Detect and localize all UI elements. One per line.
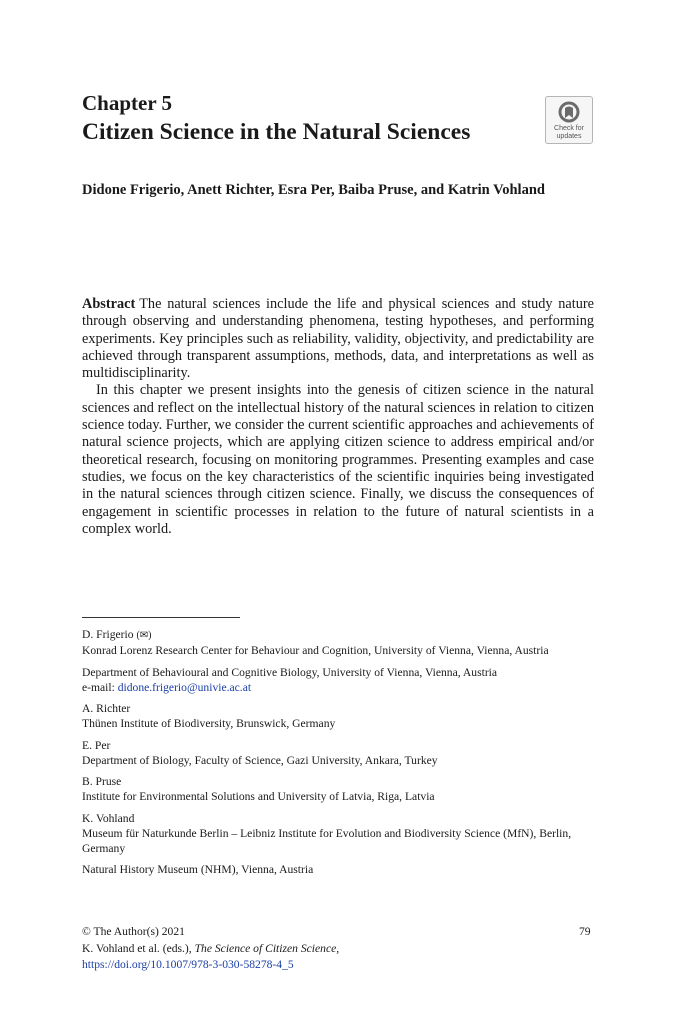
page-number: 79 xyxy=(579,925,591,938)
affiliation-frigerio-2 xyxy=(82,665,582,695)
affiliation-vohland xyxy=(82,811,582,856)
affiliation-frigerio xyxy=(82,627,582,658)
author-name: D. Frigerio xyxy=(82,628,134,641)
email-label: e-mail: xyxy=(82,680,118,694)
author-name: E. Per xyxy=(82,738,111,752)
chapter-title: Citizen Science in the Natural Sciences xyxy=(82,119,471,145)
doi-link[interactable]: https://doi.org/10.1007/978-3-030-58278-4_5 xyxy=(82,958,294,971)
affiliation-institution: Department of Biology, Faculty of Science, Gazi University, Ankara, Turkey xyxy=(82,753,438,767)
affiliation-richter xyxy=(82,701,582,731)
copyright-notice: © The Author(s) 2021 xyxy=(82,925,185,938)
check-updates-icon xyxy=(556,100,582,124)
author-affiliations xyxy=(82,627,582,884)
abstract-paragraph-1-text: The natural sciences include the life and physical sciences and study nature through observing and understanding phenomena, testing hypotheses, and performing experiments. Key principles such as reliability, validity, objectivity, and predictability are achieved through transparent assumptions, methods, data, and interpretations as well as multidisciplinarity. xyxy=(82,296,594,382)
affiliation-email xyxy=(82,680,582,695)
author-name: A. Richter xyxy=(82,702,131,715)
affiliation-per xyxy=(82,738,582,768)
author-name: B. Pruse xyxy=(82,775,122,788)
abstract xyxy=(82,296,594,538)
affiliation-institution: Konrad Lorenz Research Center for Behaviour and Cognition, University of Vienna, Vienna, Austria xyxy=(82,644,549,657)
author-list: Didone Frigerio, Anett Richter, Esra Per, Baiba Pruse, and Katrin Vohland xyxy=(82,182,545,198)
affiliation-pruse xyxy=(82,774,582,804)
badge-text-line2: updates xyxy=(556,132,582,140)
affiliation-institution: Department of Behavioural and Cognitive Biology, University of Vienna, Vienna, Austria xyxy=(82,665,498,679)
badge-text xyxy=(554,125,584,140)
abstract-paragraph-1 xyxy=(82,296,594,382)
email-link[interactable]: didone.frigerio@univie.ac.at xyxy=(117,680,252,694)
affiliation-name xyxy=(82,627,582,643)
footnote-divider xyxy=(82,617,240,618)
check-for-updates-badge[interactable] xyxy=(545,96,593,144)
copyright-block xyxy=(82,924,594,974)
abstract-paragraph-2: In this chapter we present insights into the genesis of citizen science in the natural sciences and reflect on the intellectual history of the natural sciences in relation to citizen science today. Further, we consider the current scientific approaches and achievements of natural science projects, which are applying citizen science to address empirical and/or theoretical research, focusing on monitoring programmes. Presenting examples and case studies, we focus on the key characteristics of the scientific inquiries being investigated in the natural sciences through citizen science. Finally, we discuss the consequences of engagement in scientific processes in relation to the future of natural scientists in a complex world. xyxy=(82,382,594,537)
book-title: The Science of Citizen Science xyxy=(194,941,337,955)
affiliation-institution: Natural History Museum (NHM), Vienna, Austria xyxy=(82,863,314,876)
chapter-label: Chapter 5 xyxy=(82,91,173,115)
affiliation-institution: Museum für Naturkunde Berlin – Leibniz Institute for Evolution and Biodiversity Science (MfN), Berlin, Germany xyxy=(82,826,572,855)
editors: K. Vohland et al. (eds.), xyxy=(82,941,195,955)
citation-punctuation: , xyxy=(336,941,340,955)
affiliation-institution: Institute for Environmental Solutions and University of Latvia, Riga, Latvia xyxy=(82,790,435,803)
book-citation xyxy=(82,941,594,958)
author-name: K. Vohland xyxy=(82,811,135,825)
badge-text-line1: Check for xyxy=(554,125,584,132)
affiliation-vohland-2 xyxy=(82,862,582,877)
envelope-icon[interactable]: (✉) xyxy=(136,630,152,641)
abstract-label: Abstract xyxy=(82,296,136,312)
affiliation-institution: Thünen Institute of Biodiversity, Brunswick, Germany xyxy=(82,717,336,730)
